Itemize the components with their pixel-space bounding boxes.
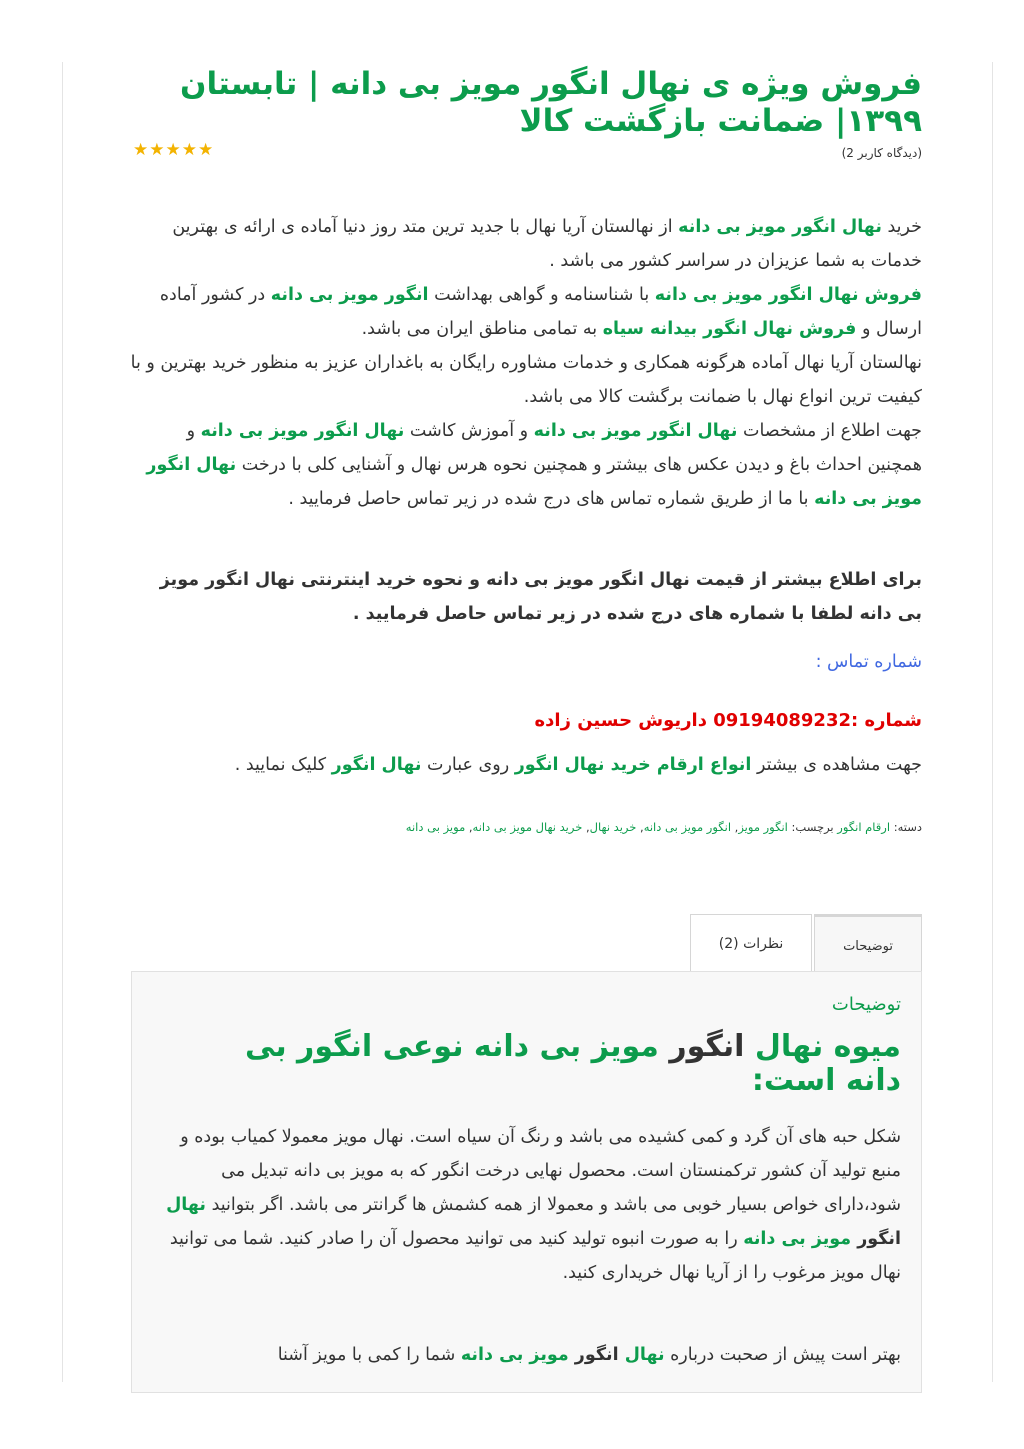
- text: جهت مشاهده ی بیشتر: [751, 755, 922, 775]
- product-link[interactable]: نهال انگور مویز بی دانه: [533, 421, 738, 441]
- product-description: [130, 210, 922, 516]
- product-link[interactable]: نهال انگور مویز بی دانه: [200, 421, 405, 441]
- tag-link[interactable]: انگور مویز بی دانه: [643, 820, 732, 834]
- text: خرید: [881, 217, 922, 237]
- text: در کشور آماده ارسال و: [159, 285, 922, 339]
- grape-varieties-link[interactable]: انواع ارقام خرید نهال انگور: [514, 755, 752, 775]
- product-link[interactable]: نهال انگور مویز بی دانه: [146, 455, 922, 509]
- text: جهت اطلاع از مشخصات: [737, 421, 922, 441]
- product-tabs: [690, 914, 922, 972]
- panel-title: توضیحات: [831, 994, 901, 1015]
- tag-link[interactable]: خرید نهال مویز بی دانه: [472, 820, 583, 834]
- text: شکل حبه های آن گرد و کمی کشیده می باشد و رنگ آن سیاه است. نهال مویز معمولا کمیاب بوده و منبع تولید آن کشور ترکمنستان است. محصول نهایی درخت انگور که به مویز بی دانه تبدیل می شود،دارای خواص بسیار خوبی می باشد و معمولا از همه کشمش ها گرانتر می باشد. اگر بتوانید: [180, 1127, 901, 1215]
- sale-link[interactable]: فروش نهال انگور مویز بی دانه: [654, 285, 922, 305]
- text: انگور: [568, 1345, 625, 1365]
- text: کلیک نمایید .: [234, 755, 332, 775]
- category-link[interactable]: ارقام انگور: [837, 820, 891, 834]
- text: انگور: [851, 1229, 901, 1249]
- product-title: فروش ویژه ی نهال انگور مویز بی دانه | تابستان ۱۳۹۹| ضمانت بازگشت کالا: [180, 66, 922, 139]
- product-link[interactable]: نهال انگور مویز بی دانه: [678, 217, 882, 237]
- text: با ما از طریق شماره تماس های درج شده در زیر تماس حاصل فرمایید .: [288, 489, 815, 509]
- text: شما را کمی با مویز آشنا: [277, 1345, 461, 1365]
- category-label: دسته:: [890, 820, 922, 834]
- seedless-raisin-link[interactable]: مویز بی دانه: [460, 1345, 569, 1365]
- desc-paragraph-2: [130, 278, 922, 346]
- rating-stars-icon[interactable]: ★★★★★: [133, 140, 215, 160]
- phone-number[interactable]: شماره :09194089232 داریوش حسین زاده: [534, 710, 922, 731]
- black-grape-link[interactable]: فروش نهال انگور بیدانه سیاه: [602, 319, 857, 339]
- grape-seedling-link[interactable]: نهال انگور: [331, 755, 422, 775]
- text: با شناسنامه و گواهی بهداشت: [428, 285, 655, 305]
- tag-link[interactable]: مویز بی دانه: [405, 820, 466, 834]
- text: بهتر است پیش از صحبت درباره: [664, 1345, 901, 1365]
- reviews-count-link[interactable]: (دیدگاه کاربر 2): [841, 146, 922, 160]
- text: میوه نهال: [744, 1029, 901, 1064]
- seedling-link[interactable]: نهال: [166, 1195, 207, 1215]
- text: و همچنین احداث باغ و دیدن عکس های بیشتر و همچنین نحوه هرس نهال و آشنایی کلی با درخت: [186, 421, 922, 475]
- desc-paragraph-3: نهالستان آریا نهال آماده هرگونه همکاری و خدمات مشاوره رایگان به باغداران عزیز به منظور خرید بهترین و با کیفیت ترین انواع نهال با ضمانت برگشت کالا می باشد.: [130, 353, 922, 407]
- contact-label: شماره تماس :: [815, 652, 922, 672]
- more-info-line: [130, 755, 922, 775]
- tags-label: برچسب:: [787, 820, 838, 834]
- text: مویز بی دانه نوعی انگور بی دانه است:: [244, 1029, 901, 1098]
- product-link[interactable]: انگور مویز بی دانه: [270, 285, 429, 305]
- price-info-paragraph: برای اطلاع بیشتر از قیمت نهال انگور مویز بی دانه و نحوه خرید اینترنتی نهال انگور مویز بی دانه لطفا با شماره های درج شده در زیر تماس حاصل فرمایید .: [159, 570, 922, 624]
- desc-paragraph-4: [130, 414, 922, 516]
- text: انگور: [669, 1029, 745, 1064]
- tag-link[interactable]: انگور مویز: [738, 820, 788, 834]
- tab-reviews[interactable]: نظرات (2): [690, 914, 812, 973]
- seedless-raisin-link[interactable]: مویز بی دانه: [743, 1229, 852, 1249]
- text: و آموزش کاشت: [404, 421, 534, 441]
- tab-panel-description: [131, 971, 922, 1393]
- tag-link[interactable]: خرید نهال: [589, 820, 637, 834]
- product-meta: دسته: ارقام انگور برچسب: انگور مویز, انگور مویز بی دانه, خرید نهال, خرید نهال مویز بی دانه, مویز بی دانه: [405, 820, 922, 834]
- tab-description[interactable]: توضیحات: [814, 914, 922, 975]
- text: از نهالستان آریا نهال با جدید ترین متد روز دنیا آماده ی ارائه ی بهترین خدمات به شما عزیزان در سراسر کشور می باشد .: [172, 217, 922, 271]
- seedling-link[interactable]: نهال: [624, 1345, 665, 1365]
- text: روی عبارت: [421, 755, 515, 775]
- panel-paragraph-1: [152, 1120, 901, 1290]
- panel-paragraph-2: [152, 1338, 901, 1372]
- text: به تمامی مناطق ایران می باشد.: [361, 319, 603, 339]
- desc-paragraph-1: [130, 210, 922, 278]
- text: را به صورت انبوه تولید کنید می توانید محصول آن را صادر کنید. شما می توانید نهال مویز مرغوب را از آریا نهال خریداری کنید.: [169, 1229, 901, 1283]
- panel-heading: [192, 1030, 901, 1098]
